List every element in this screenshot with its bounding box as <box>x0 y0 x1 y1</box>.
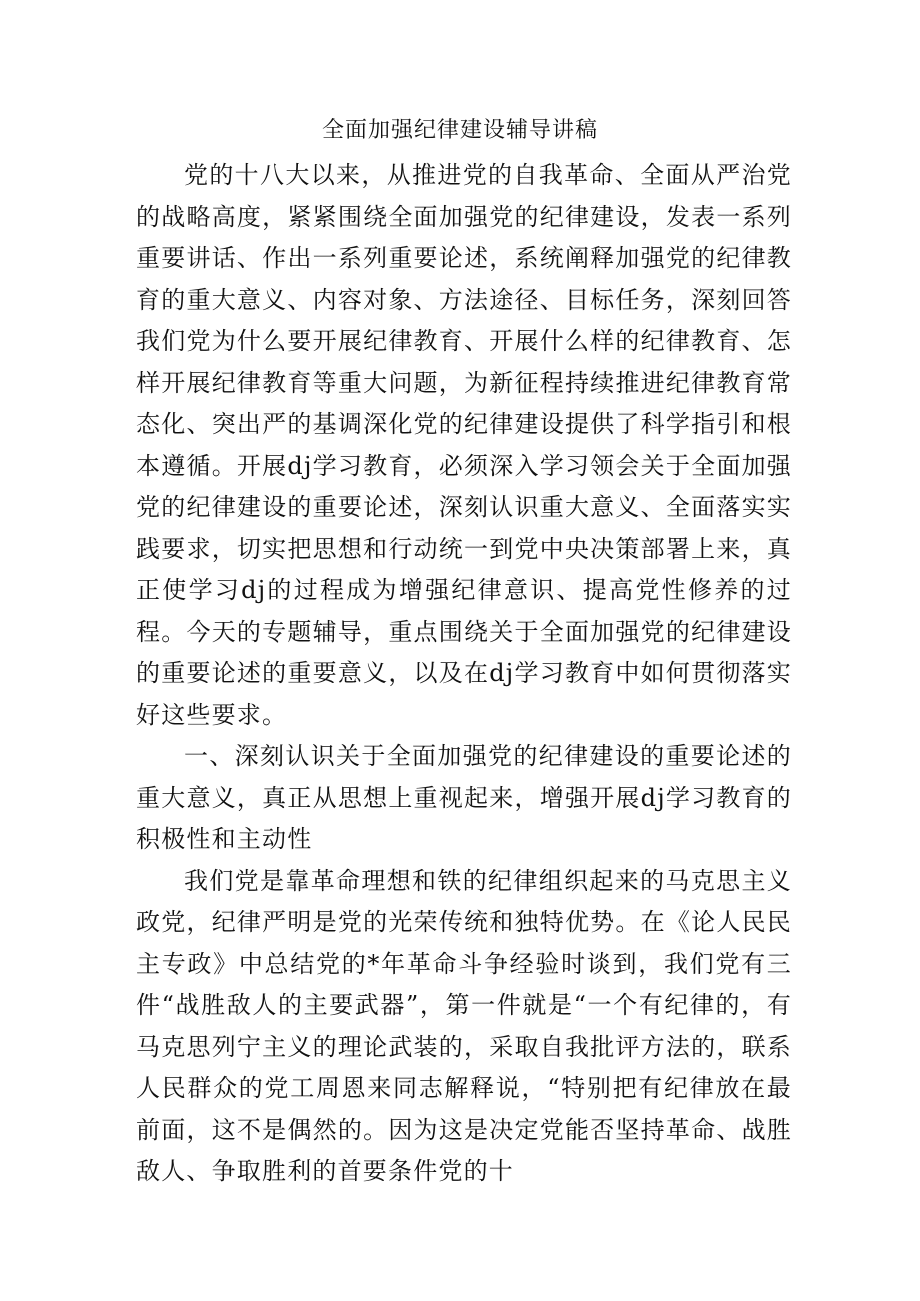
document-title: 全面加强纪律建设辅导讲稿 <box>321 118 598 143</box>
document-body <box>136 155 792 1193</box>
paragraph-section-1: 我们党是靠革命理想和铁的纪律组织起来的马克思主义政党，纪律严明是党的光荣传统和独特优势。在《论人民民主专政》中总结党的*年革命斗争经验时谈到，我们党有三件“战胜敌人的主要武器”，第一件就是“一个有纪律的，有马克思列宁主义的理论武装的，采取自我批评方法的，联系人民群众的党工周恩来同志解释说，“特别把有纪律放在最前面，这不是偶然的。因为这是决定党能否坚持革命、战胜敌人、争取胜利的首要条件党的十 <box>136 866 792 1185</box>
paragraph-intro: 党的十八大以来，从推进党的自我革命、全面从严治党的战略高度，紧紧围绕全面加强党的纪律建设，发表一系列重要讲话、作出一系列重要论述，系统阐释加强党的纪律教育的重大意义、内容对象、方法途径、目标任务，深刻回答我们党为什么要开展纪律教育、开展什么样的纪律教育、怎样开展纪律教育等重大问题，为新征程持续推进纪律教育常态化、突出严的基调深化党的纪律建设提供了科学指引和根本遵循。开展dj学习教育，必须深入学习领会关于全面加强党的纪律建设的重要论述，深刻认识重大意义、全面落实实践要求，切实把思想和行动统一到党中央决策部署上来，真正使学习dj的过程成为增强纪律意识、提高党性修养的过程。今天的专题辅导，重点围绕关于全面加强党的纪律建设的重要论述的重要意义，以及在dj学习教育中如何贯彻落实好这些要求。 <box>136 161 792 729</box>
section-heading-1: 一、深刻认识关于全面加强党的纪律建设的重要论述的重大意义，真正从思想上重视起来，增强开展dj学习教育的积极性和主动性 <box>136 742 792 853</box>
